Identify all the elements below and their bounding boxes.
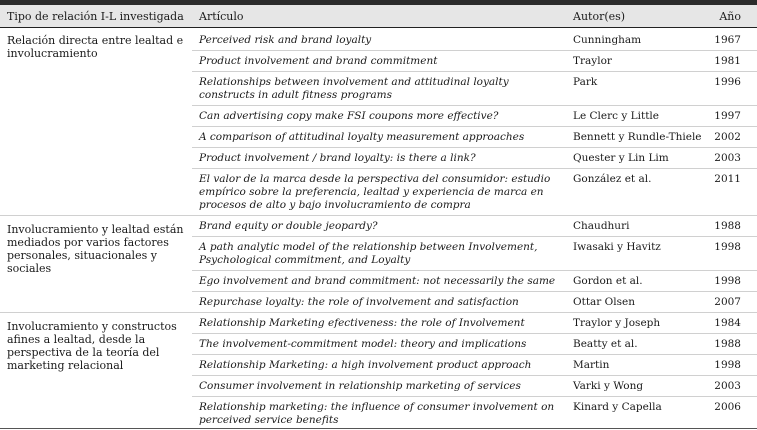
year-cell: 1988 [707,334,757,355]
article-title-cell: Product involvement / brand loyalty: is there a link? [192,148,566,169]
category-cell: Involucramiento y constructos afines a lealtad, desde la perspectiva de la teoría del marketing relacional [0,313,192,430]
article-title-cell: A path analytic model of the relationship between Involvement, Psychological commitment, and Loyalty [192,237,566,271]
authors-cell: Chaudhuri [566,216,707,237]
year-cell: 1996 [707,72,757,106]
year-cell: 1988 [707,216,757,237]
article-title-cell: Repurchase loyalty: the role of involvement and satisfaction [192,292,566,313]
authors-cell: Iwasaki y Havitz [566,237,707,271]
article-title-cell: Brand equity or double jeopardy? [192,216,566,237]
article-title-cell: Relationship marketing: the influence of consumer involvement on perceived service benefits [192,397,566,430]
article-title-cell: El valor de la marca desde la perspectiva del consumidor: estudio empírico sobre la preferencia, lealtad y experiencia de marca en procesos de alto y bajo involucramiento de compra [192,169,566,216]
header-year: Año [707,5,757,28]
year-cell: 2003 [707,376,757,397]
year-cell: 1998 [707,271,757,292]
article-title-cell: Ego involvement and brand commitment: not necessarily the same [192,271,566,292]
article-title-cell: Relationship Marketing: a high involvement product approach [192,355,566,376]
article-title-cell: A comparison of attitudinal loyalty measurement approaches [192,127,566,148]
authors-cell: Traylor y Joseph [566,313,707,334]
header-authors: Autor(es) [566,5,707,28]
year-cell: 2002 [707,127,757,148]
authors-cell: Quester y Lin Lim [566,148,707,169]
year-cell: 2003 [707,148,757,169]
header-article: Artículo [192,5,566,28]
article-title-cell: Relationships between involvement and attitudinal loyalty constructs in adult fitness programs [192,72,566,106]
header-category: Tipo de relación I-L investigada [0,5,192,28]
table-row [0,313,757,334]
authors-cell: Cunningham [566,28,707,51]
authors-cell: González et al. [566,169,707,216]
article-title-cell: Can advertising copy make FSI coupons more effective? [192,106,566,127]
year-cell: 1998 [707,355,757,376]
authors-cell: Martin [566,355,707,376]
year-cell: 1981 [707,51,757,72]
authors-cell: Le Clerc y Little [566,106,707,127]
year-cell: 1967 [707,28,757,51]
article-title-cell: Consumer involvement in relationship marketing of services [192,376,566,397]
authors-cell: Ottar Olsen [566,292,707,313]
year-cell: 2006 [707,397,757,430]
authors-cell: Beatty et al. [566,334,707,355]
article-title-cell: Relationship Marketing efectiveness: the role of Involvement [192,313,566,334]
year-cell: 2011 [707,169,757,216]
table-body [0,28,757,430]
article-title-cell: Product involvement and brand commitment [192,51,566,72]
year-cell: 1998 [707,237,757,271]
authors-cell: Varki y Wong [566,376,707,397]
year-cell: 1984 [707,313,757,334]
authors-cell: Gordon et al. [566,271,707,292]
authors-cell: Traylor [566,51,707,72]
article-title-cell: The involvement-commitment model: theory and implications [192,334,566,355]
table-row [0,28,757,51]
authors-cell: Bennett y Rundle-Thiele [566,127,707,148]
article-table [0,5,757,430]
article-table-container [0,5,757,430]
authors-cell: Kinard y Capella [566,397,707,430]
category-cell: Relación directa entre lealtad e involucramiento [0,28,192,216]
year-cell: 2007 [707,292,757,313]
header-row [0,5,757,28]
article-title-cell: Perceived risk and brand loyalty [192,28,566,51]
table-row [0,216,757,237]
category-cell: Involucramiento y lealtad están mediados por varios factores personales, situacionales y sociales [0,216,192,313]
year-cell: 1997 [707,106,757,127]
authors-cell: Park [566,72,707,106]
